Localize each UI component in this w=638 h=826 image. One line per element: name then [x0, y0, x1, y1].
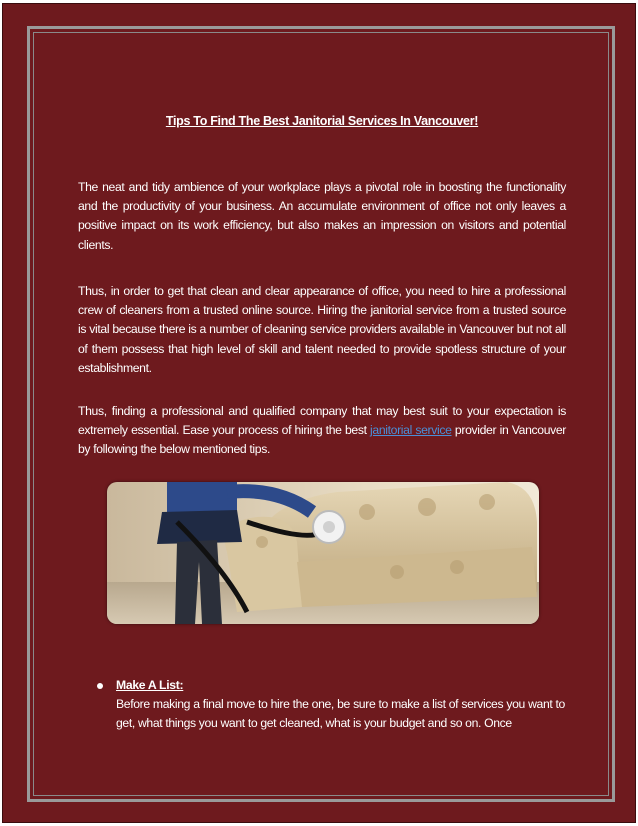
- document-title: Tips To Find The Best Janitorial Services In Vancouver!: [165, 114, 479, 128]
- bullet-icon: [97, 683, 103, 689]
- bullet-title: Make A List:: [116, 678, 184, 692]
- janitorial-service-link[interactable]: janitorial service: [370, 423, 452, 438]
- bullet-text: Before making a final move to hire the one, be sure to make a list of services you want to get, what things you want to get cleaned, what is your budget and so on. Once: [116, 697, 565, 731]
- paragraph-tips-intro: [78, 402, 566, 460]
- paragraph-tips-text-after: provider in Vancouver by following the below mentioned tips.: [78, 423, 566, 457]
- paragraph-tips-text-before: Thus, finding a professional and qualified company that may best suit to your expectation is extremely essential. Ease your process of hiring the best: [78, 404, 566, 438]
- document-page: [2, 3, 636, 823]
- paragraph-intro: The neat and tidy ambience of your workplace plays a pivotal role in boosting the functionality and the productivity of your business. An accumulate environment of office not only leaves a positive impact on its work efficiency, but also makes an impression on visitors and potential clients.: [78, 180, 566, 252]
- photo-illustration: [107, 482, 539, 624]
- paragraph-hiring: Thus, in order to get that clean and clear appearance of office, you need to hire a professional crew of cleaners from a trusted online source. Hiring the janitorial service from a trusted source is vital because there is a number of cleaning service providers available in Vancouver but not all of them possess that high level of skill and talent needed to provide spotless structure of your establishment.: [78, 284, 566, 375]
- cleaning-photo: [107, 482, 539, 624]
